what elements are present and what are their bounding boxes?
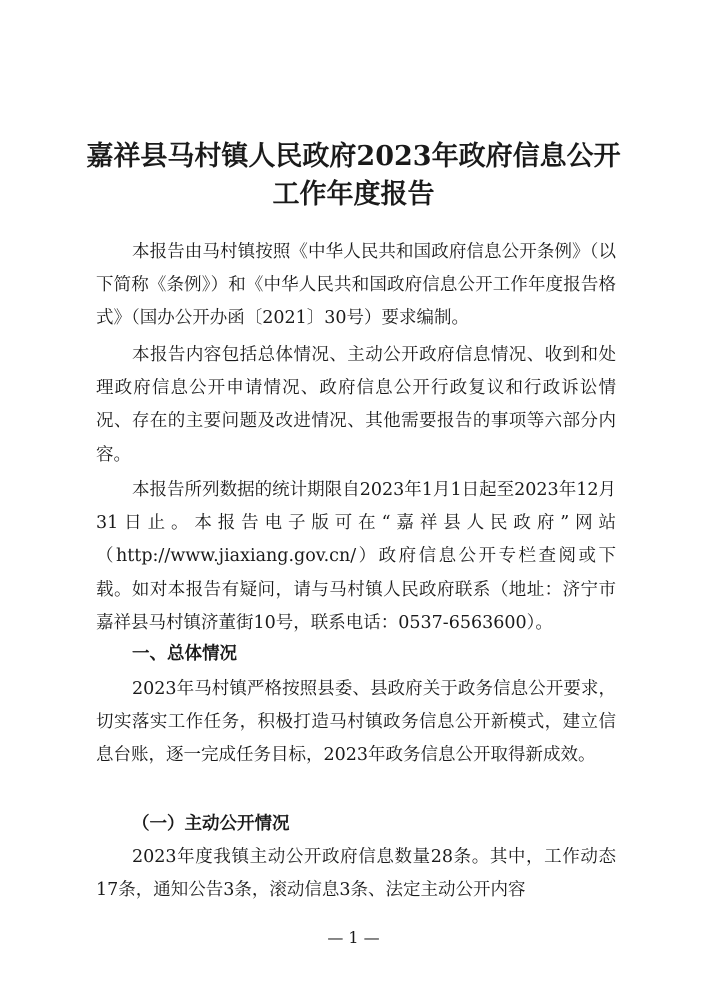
section-heading-overview: 一、总体情况 [132, 644, 237, 664]
paragraph-overview: 2023年马村镇严格按照县委、县政府关于政务信息公开要求，切实落实工作任务，积极打造马村镇政务信息公开新模式，建立信息台账，逐一完成任务目标，2023年政务信息公开取得新成效。 [96, 679, 616, 766]
paragraph-intro-contents: 本报告内容包括总体情况、主动公开政府信息情况、收到和处理政府信息公开申请情况、政府信息公开行政复议和行政诉讼情况、存在的主要问题及改进情况、其他需要报告的事项等六部分内容。 [96, 345, 616, 465]
subsection-heading-proactive-disclosure: （一）主动公开情况 [132, 814, 290, 834]
page-number: — 1 — [327, 928, 380, 947]
paragraph-intro-basis: 本报告由马村镇按照《中华人民共和国政府信息公开条例》（以下简称《条例》）和《中华人民共和国政府信息公开工作年度报告格式》（国办公开办函〔2021〕30号）要求编制。 [96, 242, 616, 329]
report-title-line-2: 工作年度报告 [272, 179, 435, 210]
report-title-line-1: 嘉祥县马村镇人民政府2023年政府信息公开 [86, 141, 621, 172]
paragraph-proactive-disclosure: 2023年度我镇主动公开政府信息数量28条。其中，工作动态17条，通知公告3条，滚动信息3条、法定主动公开内容 [96, 847, 616, 901]
paragraph-intro-period: 本报告所列数据的统计期限自2023年1月1日起至2023年12月31日止。本报告电子版可在“嘉祥县人民政府”网站（http://www.jiaxiang.gov.cn/）政府信息公开专栏查阅或下载。如对本报告有疑问，请与马村镇人民政府联系（地址：济宁市嘉祥县马村镇济董街10号，联系电话：0537-6563600）。 [96, 480, 616, 633]
